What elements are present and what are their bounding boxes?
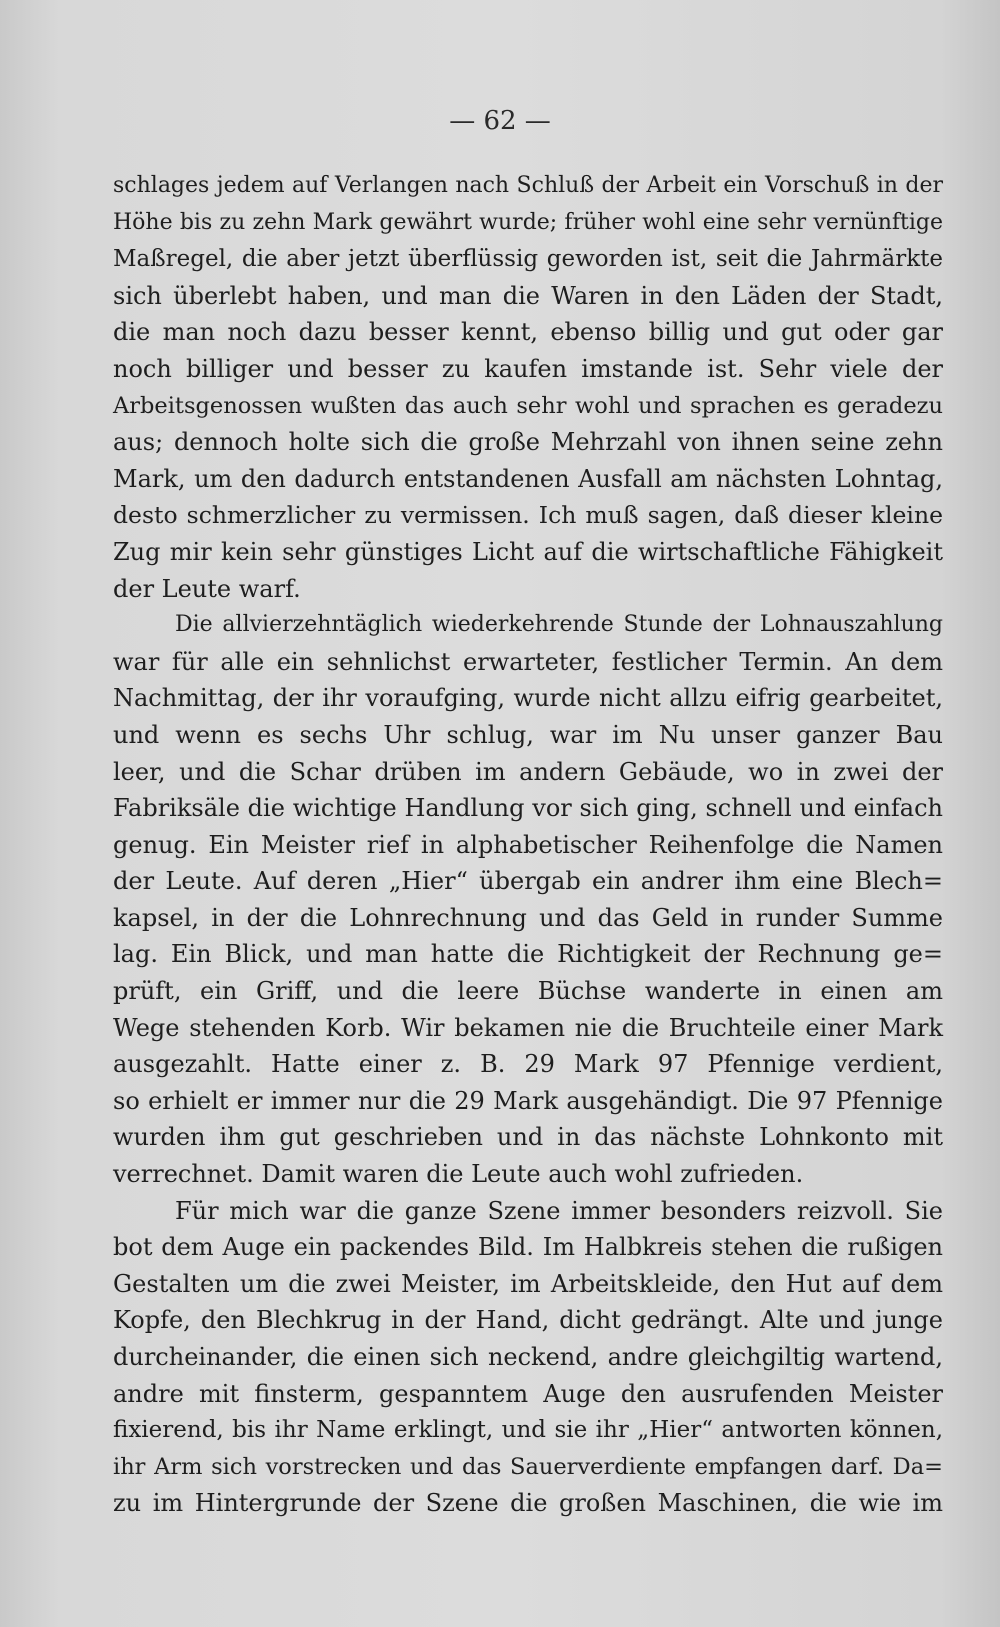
text-line: Höhe bis zu zehn Mark gewährt wurde; früher wohl eine sehr vernünftige [113,209,943,235]
text-line: Gestalten um die zwei Meister, im Arbeitskleide, den Hut auf dem [113,1269,943,1298]
page-number: — 62 — [449,106,551,136]
text-line: Nachmittag, der ihr voraufging, wurde nicht allzu eifrig gearbeitet, [113,684,943,713]
text-line: wurden ihm gut geschrieben und in das nächste Lohnkonto mit [113,1123,943,1152]
text-line: leer, und die Schar drüben im andern Gebäude, wo in zwei der [113,757,943,786]
body-text [113,168,943,1522]
text-line: desto schmerzlicher zu vermissen. Ich muß sagen, daß dieser kleine [113,501,943,530]
text-line: ihr Arm sich vorstrecken und das Sauerverdiente empfangen darf. Da= [113,1453,943,1480]
text-line: andre mit finsterm, gespanntem Auge den ausrufenden Meister [113,1379,943,1408]
text-line: Die allvierzehntäglich wiederkehrende Stunde der Lohnauszahlung [175,612,943,638]
text-line: lag. Ein Blick, und man hatte die Richtigkeit der Rechnung ge= [113,940,943,969]
text-line: prüft, ein Griff, und die leere Büchse wanderte in einen am [113,977,943,1006]
text-line: fixierend, bis ihr Name erklingt, und sie ihr „Hier“ antworten können, [113,1417,943,1444]
text-line: Für mich war die ganze Szene immer besonders reizvoll. Sie [175,1196,943,1225]
text-line: Zug mir kein sehr günstiges Licht auf die wirtschaftliche Fähigkeit [113,537,943,566]
text-line: Arbeitsgenossen wußten das auch sehr wohl und sprachen es geradezu [113,392,943,419]
text-line: ausgezahlt. Hatte einer z. B. 29 Mark 97 Pfennige verdient, [113,1050,943,1079]
text-line: aus; dennoch holte sich die große Mehrzahl von ihnen seine zehn [113,428,943,457]
text-line: kapsel, in der die Lohnrechnung und das Geld in runder Summe [113,903,943,932]
text-line: Wege stehenden Korb. Wir bekamen nie die Bruchteile einer Mark [113,1013,943,1042]
text-line: war für alle ein sehnlichst erwarteter, festlicher Termin. An dem [113,647,943,676]
text-line: Maßregel, die aber jetzt überflüssig geworden ist, seit die Jahrmärkte [113,246,943,273]
text-line: sich überlebt haben, und man die Waren in den Läden der Stadt, [113,281,943,310]
text-line: durcheinander, die einen sich neckend, andre gleichgiltig wartend, [113,1343,943,1371]
text-line: Fabriksäle die wichtige Handlung vor sich ging, schnell und einfach [113,794,943,823]
text-line: zu im Hintergrunde der Szene die großen Maschinen, die wie im [113,1489,943,1518]
text-line: genug. Ein Meister rief in alphabetischer Reihenfolge die Namen [113,830,943,859]
text-line: bot dem Auge ein packendes Bild. Im Halbkreis stehen die rußigen [113,1233,943,1262]
text-line: und wenn es sechs Uhr schlug, war im Nu unser ganzer Bau [113,720,943,749]
text-line: der Leute. Auf deren „Hier“ übergab ein andrer ihm eine Blech= [113,867,943,896]
text-line: der Leute warf. [113,574,301,603]
text-line: schlages jedem auf Verlangen nach Schluß der Arbeit ein Vorschuß in der [113,173,943,198]
text-line: noch billiger und besser zu kaufen imstande ist. Sehr viele der [113,354,943,383]
text-line: Mark, um den dadurch entstandenen Ausfall am nächsten Lohntag, [113,464,943,493]
text-line: Kopfe, den Blechkrug in der Hand, dicht gedrängt. Alte und junge [113,1306,943,1335]
text-line: die man noch dazu besser kennt, ebenso billig und gut oder gar [113,318,943,347]
text-line: so erhielt er immer nur die 29 Mark ausgehändigt. Die 97 Pfennige [113,1086,943,1115]
text-line: verrechnet. Damit waren die Leute auch wohl zufrieden. [113,1160,804,1189]
